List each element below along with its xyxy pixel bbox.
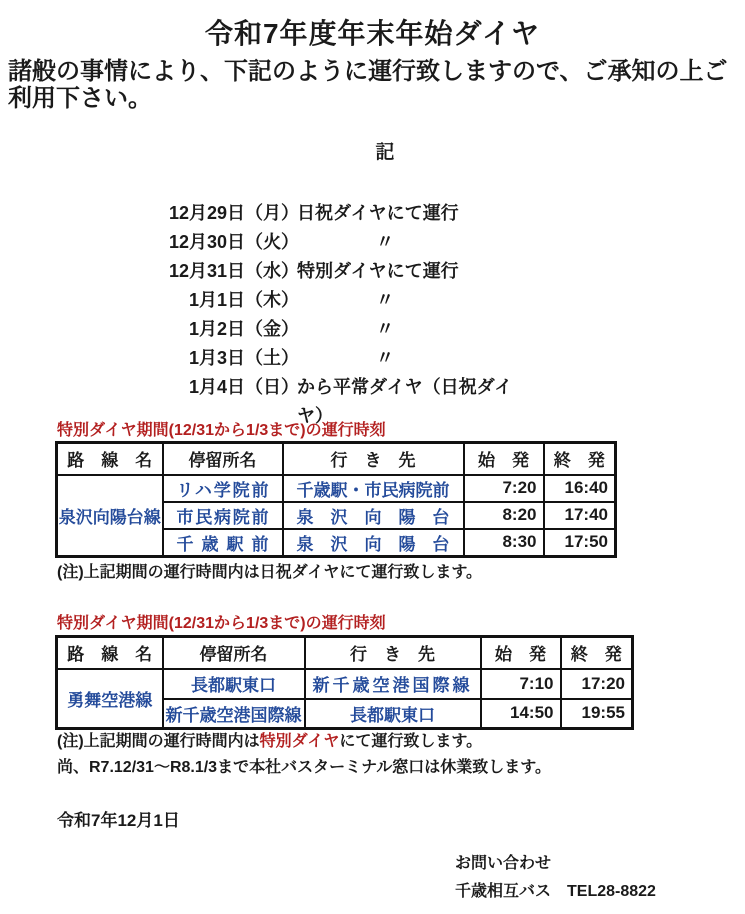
note-table-1: (注)上記期間の運行時間内は日祝ダイヤにて運行致します。 — [57, 564, 483, 581]
note-highlight: 特別ダイヤ — [259, 733, 340, 750]
note-suffix: にて運行致します。 — [339, 733, 483, 750]
destination: 泉沢向陽台 — [283, 529, 464, 557]
list-item — [135, 257, 595, 286]
date-label: 1月4日 — [188, 377, 245, 397]
date-label: 1月3日 — [188, 348, 245, 368]
service-label: 〃 — [376, 290, 394, 310]
date-label: 12月29日 — [168, 203, 245, 223]
page-title: 令和7年度年末年始ダイヤ — [204, 18, 540, 49]
list-item — [135, 344, 595, 373]
header-last-bus: 終 発 — [544, 443, 616, 475]
header-stop: 停留所名 — [163, 443, 283, 475]
stop-name: 千歳駅前 — [163, 529, 283, 557]
weekday-label: （木） — [245, 290, 299, 310]
contact-label: お問い合わせ — [455, 855, 552, 872]
stop-name: 長都駅東口 — [163, 669, 305, 699]
date-label: 1月2日 — [188, 319, 245, 339]
table-row — [57, 475, 616, 502]
stop-name: リハ学院前 — [163, 475, 283, 502]
first-bus-time: 8:20 — [464, 502, 544, 529]
table-row — [57, 669, 633, 699]
route-name: 泉沢向陽台線 — [57, 475, 163, 557]
date-label: 12月31日 — [168, 261, 245, 281]
timetable-izumisawa — [55, 441, 617, 558]
last-bus-time: 16:40 — [544, 475, 616, 502]
list-item — [135, 228, 595, 257]
date-label: 12月30日 — [168, 232, 245, 252]
date-label: 1月1日 — [188, 290, 245, 310]
last-bus-time: 19:55 — [561, 699, 633, 729]
weekday-label: （日） — [245, 377, 299, 397]
service-label: 〃 — [376, 319, 394, 339]
contact-line — [455, 878, 656, 906]
stop-name: 新千歳空港国際線 — [163, 699, 305, 729]
terminal-closure-note: 尚、R7.12/31～R8.1/3まで本社バスターミナル窓口は休業致します。 — [57, 759, 551, 776]
service-label: 日祝ダイヤにて運行 — [297, 203, 459, 223]
route-name: 勇舞空港線 — [57, 669, 163, 729]
note-table-2 — [57, 728, 482, 751]
weekday-label: （土） — [245, 348, 299, 368]
destination: 泉沢向陽台 — [283, 502, 464, 529]
weekday-label: （水） — [245, 261, 299, 281]
issued-date: 令和7年12月1日 — [57, 811, 180, 830]
weekday-label: （金） — [245, 319, 299, 339]
list-item — [135, 315, 595, 344]
service-label: 〃 — [376, 232, 394, 252]
first-bus-time: 8:30 — [464, 529, 544, 557]
table-header-row — [57, 637, 633, 669]
header-route: 路 線 名 — [57, 443, 163, 475]
header-first-bus: 始 発 — [464, 443, 544, 475]
first-bus-time: 7:10 — [481, 669, 561, 699]
service-label: 特別ダイヤにて運行 — [297, 261, 459, 281]
list-item — [135, 199, 595, 228]
phone-number: TEL28-8822 — [567, 883, 656, 900]
header-first-bus: 始 発 — [481, 637, 561, 669]
header-last-bus: 終 発 — [561, 637, 633, 669]
last-bus-time: 17:50 — [544, 529, 616, 557]
header-stop: 停留所名 — [163, 637, 305, 669]
first-bus-time: 14:50 — [481, 699, 561, 729]
destination: 長都駅東口 — [305, 699, 481, 729]
header-route: 路 線 名 — [57, 637, 163, 669]
stop-name: 市民病院前 — [163, 502, 283, 529]
intro-paragraph: 諸般の事情により、下記のように運行致しますので、ご承知の上ご利用下さい。 — [8, 58, 728, 112]
special-dia-heading-1: 特別ダイヤ期間(12/31から1/3まで)の運行時刻 — [57, 422, 386, 439]
last-bus-time: 17:20 — [561, 669, 633, 699]
note-prefix: (注)上記期間の運行時間内は — [57, 733, 260, 750]
header-destination: 行 き 先 — [305, 637, 481, 669]
timetable-yumai-airport — [55, 635, 634, 730]
table-header-row — [57, 443, 616, 475]
destination: 新千歳空港国際線 — [305, 669, 481, 699]
service-label: 〃 — [376, 348, 394, 368]
destination: 千歳駅・市民病院前 — [283, 475, 464, 502]
first-bus-time: 7:20 — [464, 475, 544, 502]
list-item — [135, 286, 595, 315]
header-destination: 行 き 先 — [283, 443, 464, 475]
special-dia-heading-2: 特別ダイヤ期間(12/31から1/3まで)の運行時刻 — [57, 615, 386, 632]
ki-label: 記 — [375, 142, 395, 163]
contact-block — [455, 850, 656, 906]
last-bus-time: 17:40 — [544, 502, 616, 529]
weekday-label: （火） — [245, 232, 299, 252]
date-schedule-list — [135, 199, 595, 431]
company-name: 千歳相互バス — [455, 883, 552, 900]
service-label: から平常ダイヤ（日祝ダイヤ） — [297, 377, 513, 426]
weekday-label: （月） — [245, 203, 299, 223]
